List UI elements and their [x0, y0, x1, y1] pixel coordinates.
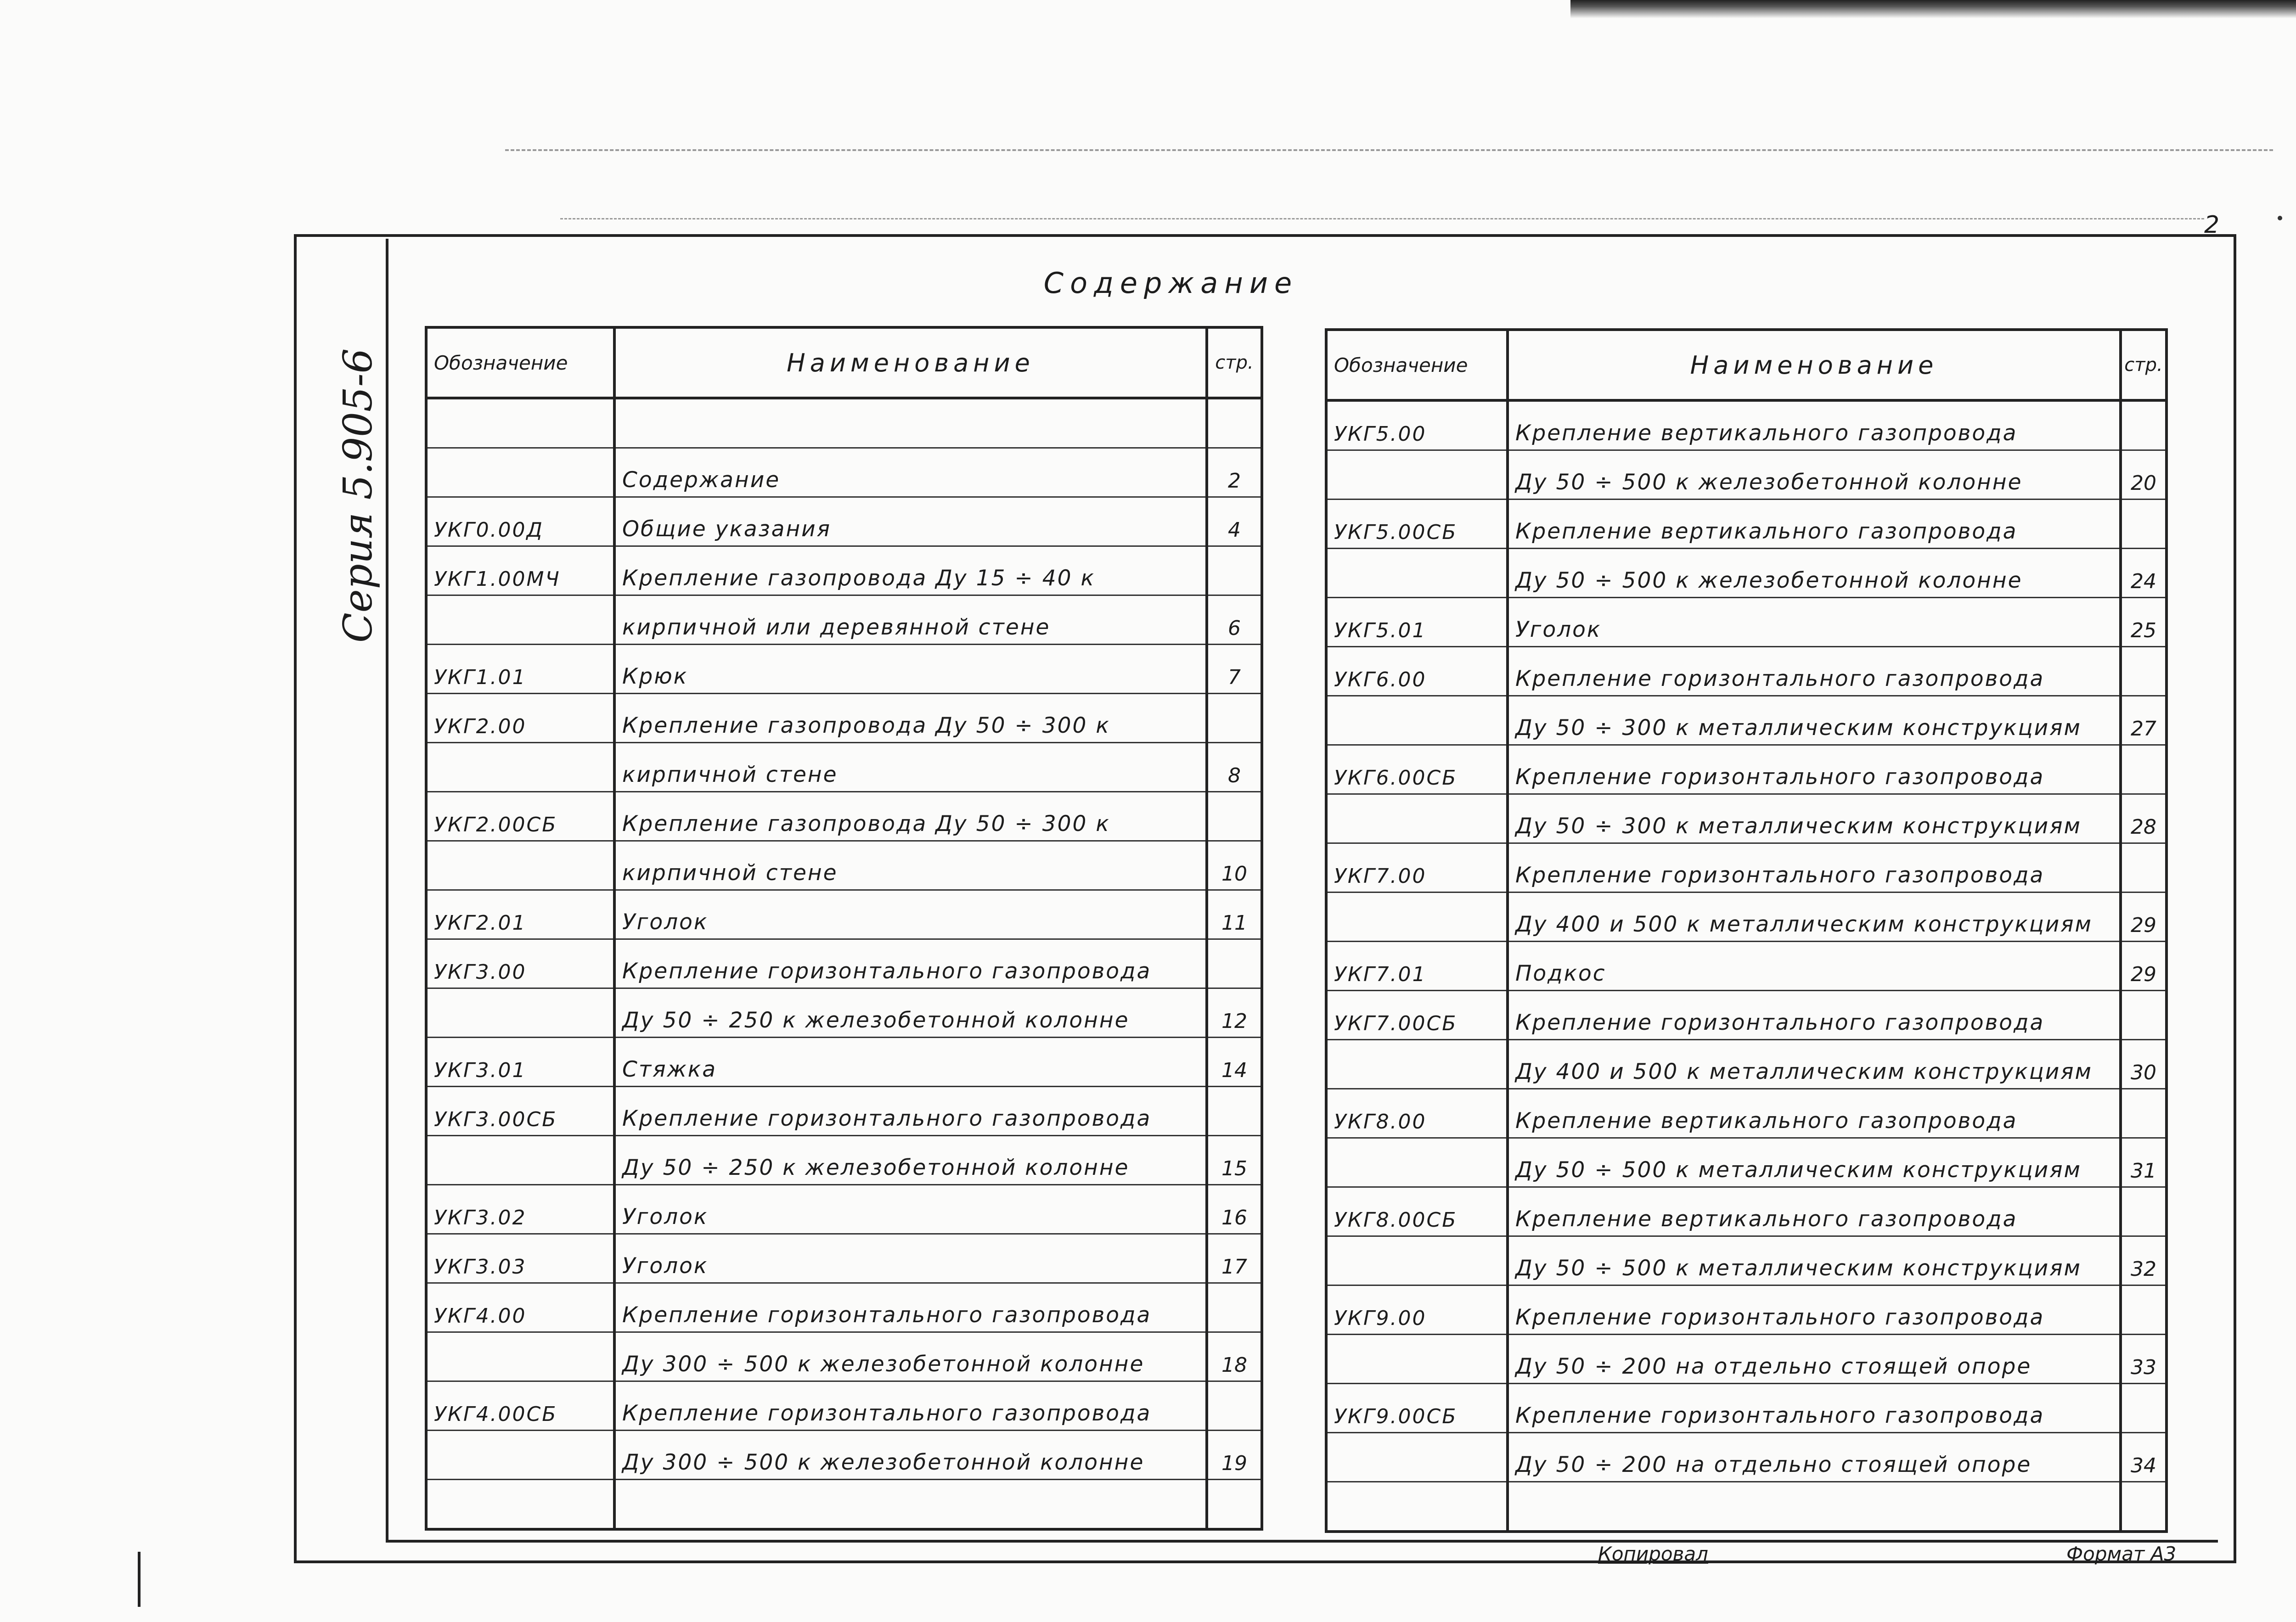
table-row	[426, 1087, 1262, 1136]
table-row	[426, 1332, 1262, 1381]
header-name: Наименование	[614, 327, 1207, 398]
header-name: Наименование	[1508, 330, 2121, 400]
row-designation	[1326, 696, 1508, 745]
scan-dashed-line	[560, 218, 2204, 219]
row-designation: УКГ0.00Д	[426, 497, 614, 546]
table-row	[1326, 1285, 2167, 1335]
row-name: Крепление вертикального газопровода	[1508, 400, 2121, 450]
row-page: 6	[1207, 595, 1262, 645]
row-name: Уголок	[614, 890, 1207, 939]
table-row	[1326, 942, 2167, 991]
table-row	[426, 1136, 1262, 1185]
row-designation: УКГ5.01	[1326, 598, 1508, 647]
row-name: Ду 50 ÷ 500 к железобетонной колонне	[1508, 549, 2121, 598]
row-designation: УКГ7.00	[1326, 843, 1508, 892]
row-name: Ду 50 ÷ 500 к металлическим конструкциям	[1508, 1138, 2121, 1187]
table-row	[1326, 1138, 2167, 1187]
row-name: Крепление горизонтального газопровода	[614, 1087, 1207, 1136]
row-name: Крепление горизонтального газопровода	[614, 1381, 1207, 1431]
row-designation: УКГ3.00СБ	[426, 1087, 614, 1136]
table-row	[426, 988, 1262, 1038]
scan-dashed-line	[505, 149, 2273, 151]
row-name: Ду 50 ÷ 200 на отдельно стоящей опоре	[1508, 1335, 2121, 1384]
row-designation	[426, 1136, 614, 1185]
table-row	[426, 1381, 1262, 1431]
table-row	[426, 743, 1262, 792]
row-name: Крепление горизонтального газопровода	[614, 1283, 1207, 1332]
table-row	[1326, 598, 2167, 647]
row-name: Уголок	[614, 1185, 1207, 1234]
table-row	[1326, 991, 2167, 1040]
row-designation	[1326, 450, 1508, 500]
header-page: стр.	[1207, 327, 1262, 398]
row-page: 4	[1207, 497, 1262, 546]
row-name: Ду 50 ÷ 250 к железобетонной колонне	[614, 988, 1207, 1038]
row-designation: УКГ5.00СБ	[1326, 500, 1508, 549]
row-designation: УКГ2.01	[426, 890, 614, 939]
contents-table-right	[1325, 328, 2168, 1533]
row-name: Уголок	[1508, 598, 2121, 647]
row-page: 10	[1207, 841, 1262, 890]
row-name: Подкос	[1508, 942, 2121, 991]
table-row	[1326, 892, 2167, 942]
row-page	[2121, 400, 2167, 450]
row-name: Общие указания	[614, 497, 1207, 546]
row-page: 32	[2121, 1236, 2167, 1285]
row-page	[2121, 1384, 2167, 1433]
table-row	[426, 890, 1262, 939]
row-designation	[426, 398, 614, 448]
row-designation	[426, 1431, 614, 1480]
row-name: Крепление газопровода Ду 50 ÷ 300 к	[614, 694, 1207, 743]
row-designation: УКГ3.02	[426, 1185, 614, 1234]
row-page	[2121, 1482, 2167, 1532]
row-designation: УКГ7.01	[1326, 942, 1508, 991]
row-designation: УКГ9.00	[1326, 1285, 1508, 1335]
table-row	[426, 497, 1262, 546]
row-name: Уголок	[614, 1234, 1207, 1283]
series-label: Серия 5.905-6	[335, 348, 381, 643]
table-row	[1326, 745, 2167, 794]
row-page	[2121, 843, 2167, 892]
row-name: Крепление вертикального газопровода	[1508, 500, 2121, 549]
row-designation	[1326, 892, 1508, 942]
row-designation: УКГ6.00	[1326, 647, 1508, 696]
row-page: 16	[1207, 1185, 1262, 1234]
table-row	[1326, 400, 2167, 450]
row-page	[2121, 745, 2167, 794]
table-row	[426, 546, 1262, 595]
row-page: 18	[1207, 1332, 1262, 1381]
row-designation	[426, 1332, 614, 1381]
row-page	[1207, 1381, 1262, 1431]
row-page	[2121, 1285, 2167, 1335]
table-row	[426, 1185, 1262, 1234]
row-page	[2121, 1187, 2167, 1236]
table-row	[426, 939, 1262, 988]
table-row	[426, 1038, 1262, 1087]
row-designation: УКГ9.00СБ	[1326, 1384, 1508, 1433]
table-row	[1326, 549, 2167, 598]
row-page	[2121, 500, 2167, 549]
row-designation: УКГ3.00	[426, 939, 614, 988]
row-page: 17	[1207, 1234, 1262, 1283]
page-number: 2	[2204, 211, 2220, 239]
row-page: 12	[1207, 988, 1262, 1038]
row-name: кирпичной или деревянной стене	[614, 595, 1207, 645]
table-row	[426, 1234, 1262, 1283]
row-designation: УКГ8.00	[1326, 1089, 1508, 1138]
row-page: 31	[2121, 1138, 2167, 1187]
row-name: Крепление горизонтального газопровода	[1508, 745, 2121, 794]
row-designation: УКГ4.00	[426, 1283, 614, 1332]
table-row	[426, 398, 1262, 448]
table-row	[1326, 1089, 2167, 1138]
contents-table-left	[425, 326, 1263, 1531]
row-designation	[1326, 549, 1508, 598]
row-designation: УКГ3.01	[426, 1038, 614, 1087]
row-page	[1207, 939, 1262, 988]
row-page	[1207, 1087, 1262, 1136]
row-page: 20	[2121, 450, 2167, 500]
header-designation: Обозначение	[426, 327, 614, 398]
row-name	[614, 1480, 1207, 1530]
row-name: Ду 400 и 500 к металлическим конструкциям	[1508, 892, 2121, 942]
row-name: Крепление горизонтального газопровода	[1508, 991, 2121, 1040]
scan-mark	[138, 1552, 141, 1607]
table-row	[426, 841, 1262, 890]
header-designation: Обозначение	[1326, 330, 1508, 400]
row-name	[1508, 1482, 2121, 1532]
row-name: Содержание	[614, 448, 1207, 497]
table-row	[1326, 1384, 2167, 1433]
row-page	[1207, 694, 1262, 743]
row-page	[2121, 1089, 2167, 1138]
row-page: 29	[2121, 892, 2167, 942]
row-designation	[426, 1480, 614, 1530]
row-designation	[426, 743, 614, 792]
row-designation	[426, 448, 614, 497]
row-name: Ду 50 ÷ 500 к железобетонной колонне	[1508, 450, 2121, 500]
row-name: Ду 300 ÷ 500 к железобетонной колонне	[614, 1431, 1207, 1480]
row-page: 28	[2121, 794, 2167, 843]
table-row	[1326, 500, 2167, 549]
row-page	[1207, 398, 1262, 448]
row-designation: УКГ3.03	[426, 1234, 614, 1283]
row-designation: УКГ2.00СБ	[426, 792, 614, 841]
table-row	[1326, 794, 2167, 843]
row-page: 11	[1207, 890, 1262, 939]
table-row	[426, 1431, 1262, 1480]
row-page: 30	[2121, 1040, 2167, 1089]
row-name: Крепление горизонтального газопровода	[1508, 647, 2121, 696]
table-row	[426, 448, 1262, 497]
table-header-row	[426, 327, 1262, 398]
row-name: Ду 50 ÷ 200 на отдельно стоящей опоре	[1508, 1433, 2121, 1482]
row-name: Ду 50 ÷ 250 к железобетонной колонне	[614, 1136, 1207, 1185]
row-designation	[1326, 1138, 1508, 1187]
row-page	[1207, 1283, 1262, 1332]
row-name: кирпичной стене	[614, 841, 1207, 890]
row-name: Крепление вертикального газопровода	[1508, 1089, 2121, 1138]
row-designation	[1326, 1335, 1508, 1384]
row-page: 19	[1207, 1431, 1262, 1480]
table-row	[1326, 1482, 2167, 1532]
row-designation: УКГ1.01	[426, 645, 614, 694]
row-designation	[1326, 1482, 1508, 1532]
row-name	[614, 398, 1207, 448]
table-row	[1326, 843, 2167, 892]
table-row	[426, 595, 1262, 645]
row-designation	[1326, 1236, 1508, 1285]
row-name: Ду 50 ÷ 300 к металлическим конструкциям	[1508, 696, 2121, 745]
table-row	[1326, 450, 2167, 500]
row-name: Крепление горизонтального газопровода	[1508, 1384, 2121, 1433]
table-row	[1326, 1187, 2167, 1236]
row-page: 34	[2121, 1433, 2167, 1482]
row-page	[1207, 792, 1262, 841]
row-page	[1207, 1480, 1262, 1530]
row-page	[2121, 991, 2167, 1040]
footer-copied-label: Копировал	[1598, 1543, 1708, 1565]
row-designation: УКГ7.00СБ	[1326, 991, 1508, 1040]
row-page: 25	[2121, 598, 2167, 647]
table-row	[426, 694, 1262, 743]
row-designation: УКГ1.00МЧ	[426, 546, 614, 595]
scan-speck	[2278, 216, 2282, 220]
row-name: Крепление вертикального газопровода	[1508, 1187, 2121, 1236]
scan-edge-shadow	[1570, 0, 2296, 18]
row-designation: УКГ6.00СБ	[1326, 745, 1508, 794]
row-designation: УКГ2.00	[426, 694, 614, 743]
table-row	[1326, 696, 2167, 745]
row-designation: УКГ5.00	[1326, 400, 1508, 450]
row-name: Крепление горизонтального газопровода	[1508, 1285, 2121, 1335]
row-page: 24	[2121, 549, 2167, 598]
row-page	[2121, 647, 2167, 696]
row-page: 8	[1207, 743, 1262, 792]
row-designation: УКГ4.00СБ	[426, 1381, 614, 1431]
row-page: 2	[1207, 448, 1262, 497]
table-row	[1326, 1433, 2167, 1482]
row-name: Крюк	[614, 645, 1207, 694]
row-name: Ду 50 ÷ 300 к металлическим конструкциям	[1508, 794, 2121, 843]
row-name: Крепление газопровода Ду 50 ÷ 300 к	[614, 792, 1207, 841]
header-page: стр.	[2121, 330, 2167, 400]
row-designation	[1326, 1040, 1508, 1089]
row-name: Крепление горизонтального газопровода	[1508, 843, 2121, 892]
table-row	[1326, 1335, 2167, 1384]
table-row	[1326, 647, 2167, 696]
row-designation	[1326, 1433, 1508, 1482]
row-designation	[426, 595, 614, 645]
row-name: Ду 300 ÷ 500 к железобетонной колонне	[614, 1332, 1207, 1381]
table-row	[1326, 1236, 2167, 1285]
table-row	[1326, 1040, 2167, 1089]
row-name: Крепление горизонтального газопровода	[614, 939, 1207, 988]
row-name: Крепление газопровода Ду 15 ÷ 40 к	[614, 546, 1207, 595]
table-row	[426, 1283, 1262, 1332]
row-designation: УКГ8.00СБ	[1326, 1187, 1508, 1236]
row-page: 7	[1207, 645, 1262, 694]
row-name: кирпичной стене	[614, 743, 1207, 792]
footer-format-label: Формат А3	[2066, 1543, 2177, 1565]
row-designation	[426, 841, 614, 890]
row-page: 15	[1207, 1136, 1262, 1185]
row-designation	[1326, 794, 1508, 843]
page-title: Содержание	[1043, 266, 1299, 300]
table-row	[426, 792, 1262, 841]
row-name: Ду 50 ÷ 500 к металлическим конструкциям	[1508, 1236, 2121, 1285]
row-designation	[426, 988, 614, 1038]
table-row	[426, 645, 1262, 694]
table-row	[426, 1480, 1262, 1530]
row-page: 33	[2121, 1335, 2167, 1384]
row-page: 29	[2121, 942, 2167, 991]
row-page: 14	[1207, 1038, 1262, 1087]
row-name: Стяжка	[614, 1038, 1207, 1087]
row-page: 27	[2121, 696, 2167, 745]
row-page	[1207, 546, 1262, 595]
row-name: Ду 400 и 500 к металлическим конструкциям	[1508, 1040, 2121, 1089]
table-header-row	[1326, 330, 2167, 400]
